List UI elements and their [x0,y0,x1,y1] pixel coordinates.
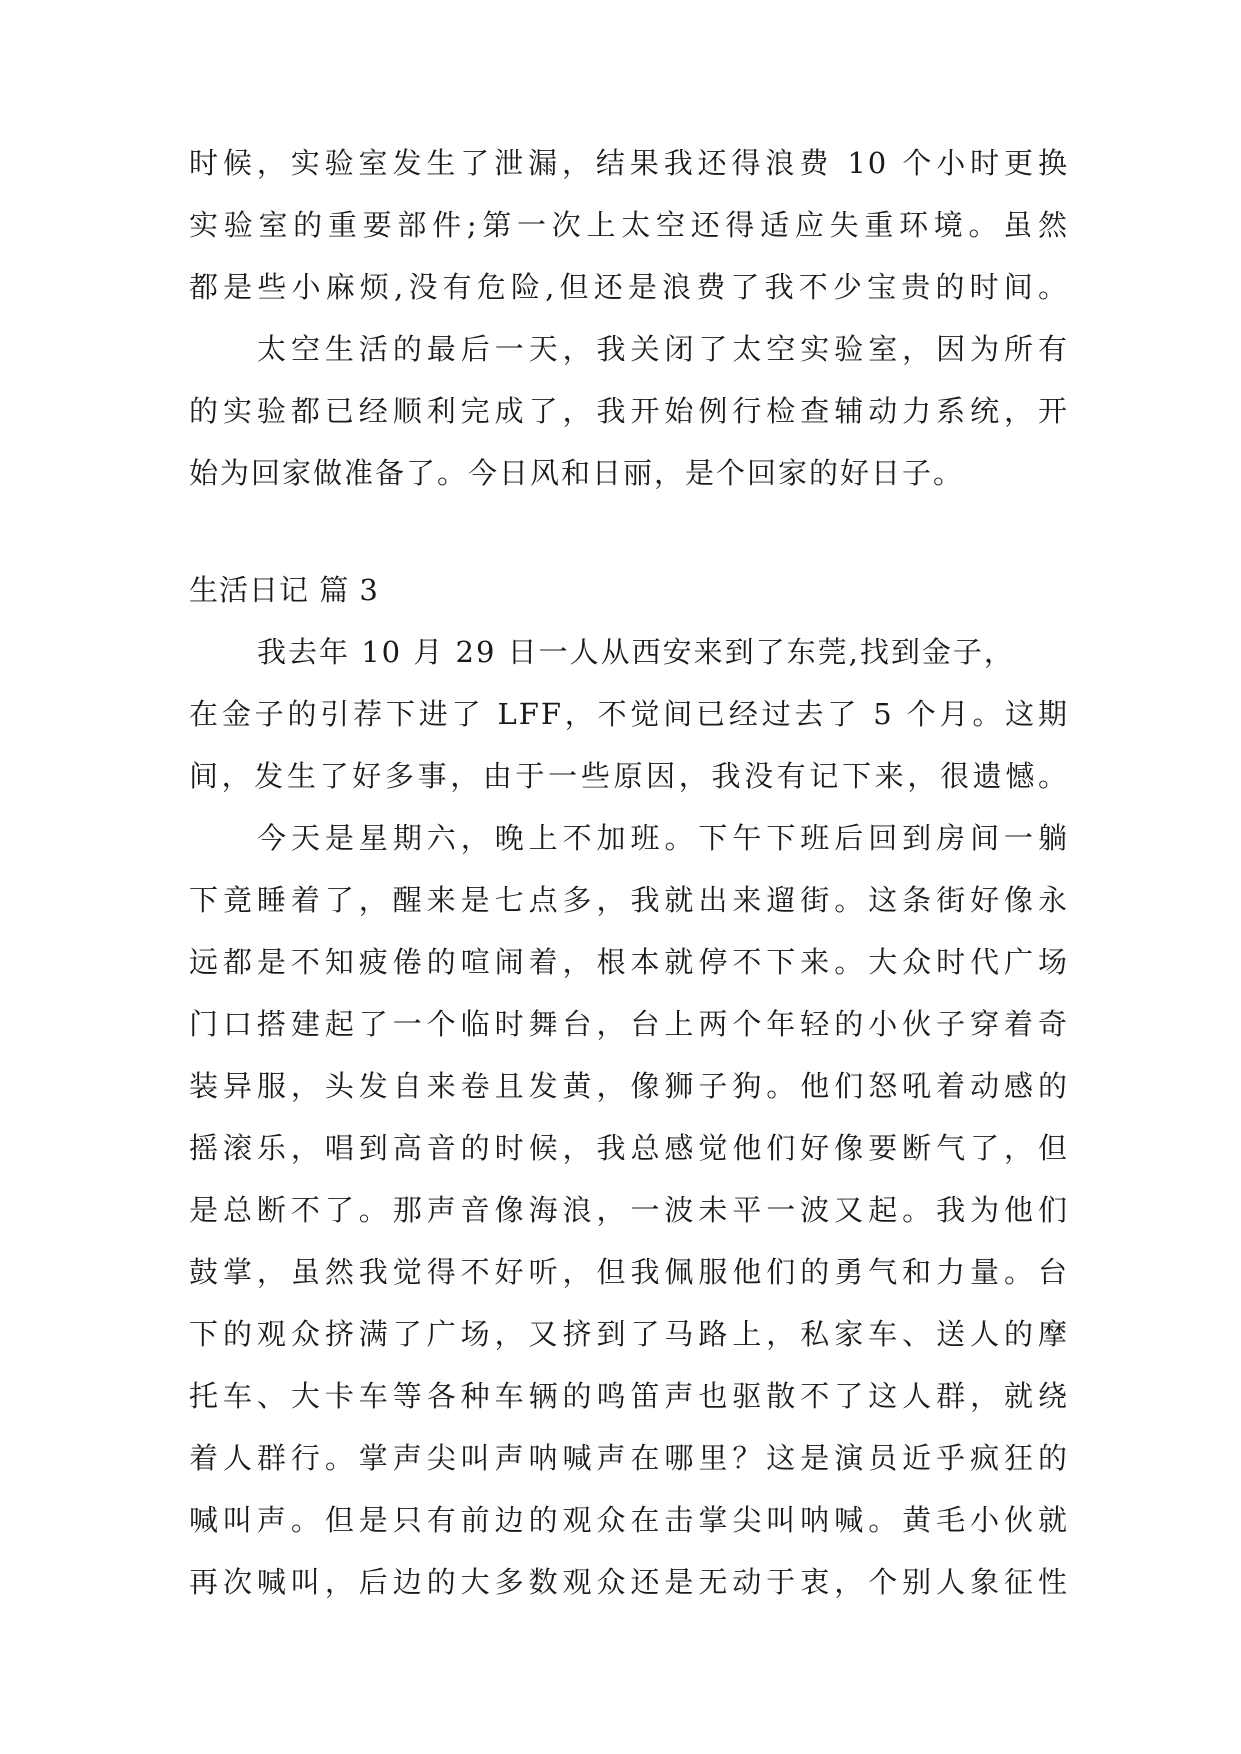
paragraph-line: 摇滚乐，唱到高音的时候，我总感觉他们好像要断气了，但 [189,1131,1069,1165]
paragraph-line: 我去年 10 月 29 日一人从西安来到了东莞,找到金子， [257,635,1015,669]
paragraph-line: 托车、大卡车等各种车辆的鸣笛声也驱散不了这人群，就绕 [189,1379,1069,1413]
paragraph-line: 远都是不知疲倦的喧闹着，根本就停不下来。大众时代广场 [189,945,1069,979]
paragraph-line: 始为回家做准备了。今日风和日丽，是个回家的好日子。 [189,456,965,490]
paragraph-line: 装异服，头发自来卷且发黄，像狮子狗。他们怒吼着动感的 [189,1069,1069,1103]
paragraph-line: 实验室的重要部件;第一次上太空还得适应失重环境。虽然 [189,208,1069,242]
paragraph-line: 是总断不了。那声音像海浪，一波未平一波又起。我为他们 [189,1193,1069,1227]
paragraph-line: 时候，实验室发生了泄漏，结果我还得浪费 10 个小时更换 [189,146,1069,180]
paragraph-line: 下竟睡着了，醒来是七点多，我就出来遛街。这条街好像永 [189,883,1069,917]
section-heading: 生活日记 篇 3 [189,573,379,607]
paragraph-line: 着人群行。掌声尖叫声呐喊声在哪里？这是演员近乎疯狂的 [189,1441,1069,1475]
paragraph-line: 下的观众挤满了广场，又挤到了马路上，私家车、送人的摩 [189,1317,1069,1351]
paragraph-line: 再次喊叫，后边的大多数观众还是无动于衷，个别人象征性 [189,1565,1069,1599]
paragraph-line: 都是些小麻烦,没有危险,但还是浪费了我不少宝贵的时间。 [189,270,1069,304]
paragraph-line: 间，发生了好多事，由于一些原因，我没有记下来，很遗憾。 [189,759,1069,793]
paragraph-line: 门口搭建起了一个临时舞台，台上两个年轻的小伙子穿着奇 [189,1007,1069,1041]
paragraph-line: 在金子的引荐下进了 LFF，不觉间已经过去了 5 个月。这期 [189,697,1069,731]
paragraph-line: 喊叫声。但是只有前边的观众在击掌尖叫呐喊。黄毛小伙就 [189,1503,1069,1537]
paragraph-line: 今天是星期六，晚上不加班。下午下班后回到房间一躺 [257,821,1069,855]
paragraph-line: 的实验都已经顺利完成了，我开始例行检查辅动力系统，开 [189,394,1069,428]
paragraph-line: 太空生活的最后一天，我关闭了太空实验室，因为所有 [257,332,1069,366]
paragraph-line: 鼓掌，虽然我觉得不好听，但我佩服他们的勇气和力量。台 [189,1255,1069,1289]
